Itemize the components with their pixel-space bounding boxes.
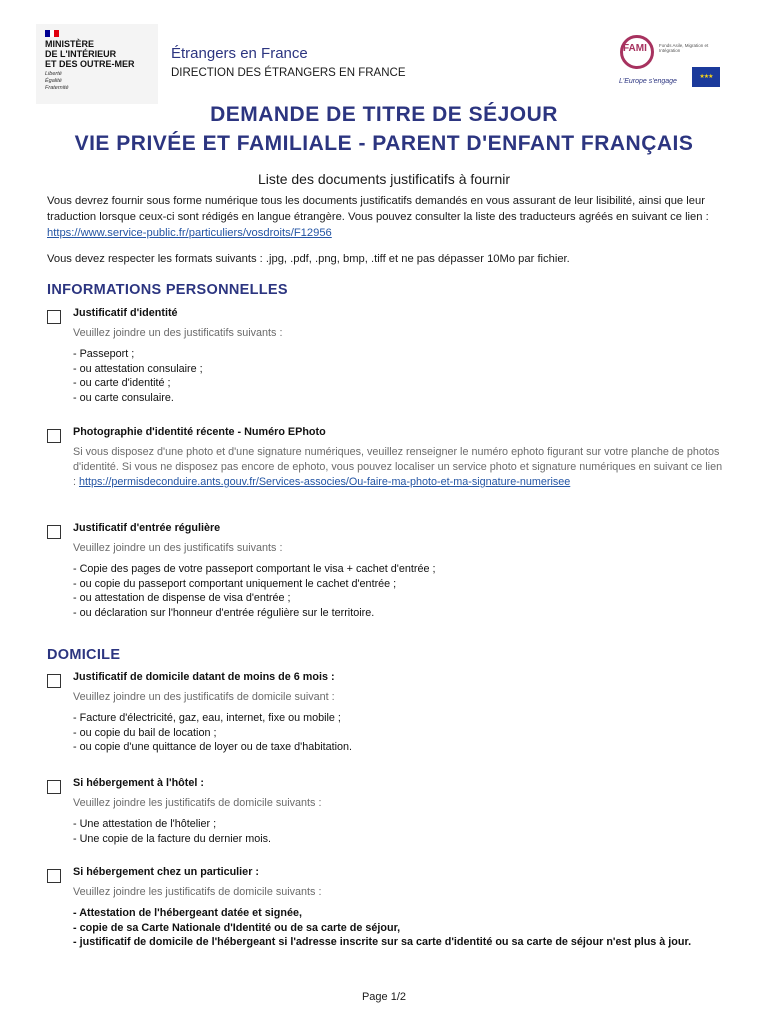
ministry-logo bbox=[36, 24, 158, 104]
service-name: Étrangers en France bbox=[171, 45, 308, 62]
item-title: Si hébergement chez un particulier : bbox=[73, 866, 259, 878]
french-flag-icon bbox=[45, 30, 59, 37]
item-intro: Veuillez joindre un des justificatifs suivants : bbox=[73, 542, 283, 554]
page-title: DEMANDE DE TITRE DE SÉJOUR bbox=[210, 103, 558, 126]
checklist-item bbox=[47, 425, 727, 490]
item-list: - Facture d'électricité, gaz, eau, internet, fixe ou mobile ; - ou copie du bail de location ; - ou copie d'une quittance de loyer ou de taxe d'habitation. bbox=[73, 712, 353, 753]
page-number: Page 1/2 bbox=[361, 991, 407, 1003]
formats-paragraph: Vous devez respecter les formats suivants : .jpg, .pdf, .png, bmp, .tiff et ne pas dépasser 10Mo par fichier. bbox=[47, 253, 570, 265]
item-list: - Copie des pages de votre passeport comportant le visa + cachet d'entrée ; - ou copie du passeport comportant uniquement le cachet d'entrée ; - ou attestation de dispense de visa d'entrée ; - ou déclaration sur l'honneur d'entrée régulière sur le territoire. bbox=[73, 563, 436, 619]
item-intro: Veuillez joindre les justificatifs de domicile suivants : bbox=[73, 797, 322, 809]
page-title-line2: VIE PRIVÉE ET FAMILIALE - PARENT D'ENFANT FRANÇAIS bbox=[74, 132, 694, 155]
page-subtitle: Liste des documents justificatifs à fournir bbox=[257, 171, 511, 187]
checkbox[interactable] bbox=[47, 674, 61, 688]
service-subtitle: DIRECTION DES ÉTRANGERS EN FRANCE bbox=[171, 67, 406, 79]
checkbox[interactable] bbox=[47, 780, 61, 794]
fami-logo: FAMI Fonds Asile, Migration et Intégration L'Europe s'engage ★★★ bbox=[614, 34, 724, 92]
checklist-item bbox=[47, 776, 727, 846]
item-title: Justificatif d'identité bbox=[73, 307, 178, 319]
item-list: - Attestation de l'hébergeant datée et signée, - copie de sa Carte Nationale d'Identité ou de sa carte de séjour, - justificatif de domicile de l'hébergeant si l'adresse inscrite sur sa carte d'identité ou sa carte de séjour n'est plus à jour. bbox=[73, 907, 692, 948]
checklist-item bbox=[47, 306, 727, 405]
checkbox[interactable] bbox=[47, 525, 61, 539]
item-title: Justificatif de domicile datant de moins de 6 mois : bbox=[73, 671, 335, 683]
checkbox[interactable] bbox=[47, 869, 61, 883]
translators-link[interactable]: https://www.service-public.fr/particuliers/vosdroits/F12956 bbox=[47, 227, 332, 239]
checklist-item bbox=[47, 521, 727, 620]
ministry-name: MINISTÈRE DE L'INTÉRIEUR ET DES OUTRE-MER bbox=[45, 39, 135, 69]
item-intro: Veuillez joindre les justificatifs de domicile suivants : bbox=[73, 886, 322, 898]
item-title: Justificatif d'entrée régulière bbox=[73, 522, 221, 534]
item-list: - Passeport ; - ou attestation consulaire ; - ou carte d'identité ; - ou carte consulaire. bbox=[73, 348, 203, 404]
ephoto-link[interactable]: https://permisdeconduire.ants.gouv.fr/Services-associes/Ou-faire-ma-photo-et-ma-signature-numerisee bbox=[79, 476, 571, 488]
republic-motto: Liberté Égalité Fraternité bbox=[45, 71, 69, 91]
checkbox[interactable] bbox=[47, 310, 61, 324]
checkbox[interactable] bbox=[47, 429, 61, 443]
section-heading-personal: INFORMATIONS PERSONNELLES bbox=[47, 282, 288, 298]
item-intro: Si vous disposez d'une photo et d'une signature numériques, veuillez renseigner le numéro ephoto figurant sur votre planche de photos d'identité. Si vous ne disposez pas encore de ephoto, vous pouvez localiser un service photo et signature numériques en suivant ce lien : https://permisdeconduire.ants.gouv.fr/Services-associes/Ou-faire-ma-photo-et-ma-signature-numerisee bbox=[73, 446, 723, 488]
section-heading-domicile: DOMICILE bbox=[47, 647, 121, 663]
checklist-item bbox=[47, 865, 727, 950]
item-list: - Une attestation de l'hôtelier ; - Une copie de la facture du dernier mois. bbox=[73, 818, 272, 845]
checklist-item bbox=[47, 670, 727, 755]
eu-flag-icon: ★★★ bbox=[692, 67, 720, 87]
item-title: Si hébergement à l'hôtel : bbox=[73, 777, 204, 789]
intro-paragraph: Vous devrez fournir sous forme numérique tous les documents justificatifs demandés en vous assurant de leur lisibilité, ainsi que leur traduction lorsque ceux-ci sont rédigés en langue étrangère. Vous pouvez consulter la liste des traducteurs agréés en suivant ce lien : https://www.service-public.fr/particuliers/vosdroits/F12956 bbox=[47, 195, 709, 239]
item-intro: Veuillez joindre un des justificatifs suivants : bbox=[73, 327, 283, 339]
item-intro: Veuillez joindre un des justificatifs de domicile suivant : bbox=[73, 691, 335, 703]
item-title: Photographie d'identité récente - Numéro EPhoto bbox=[73, 426, 326, 438]
